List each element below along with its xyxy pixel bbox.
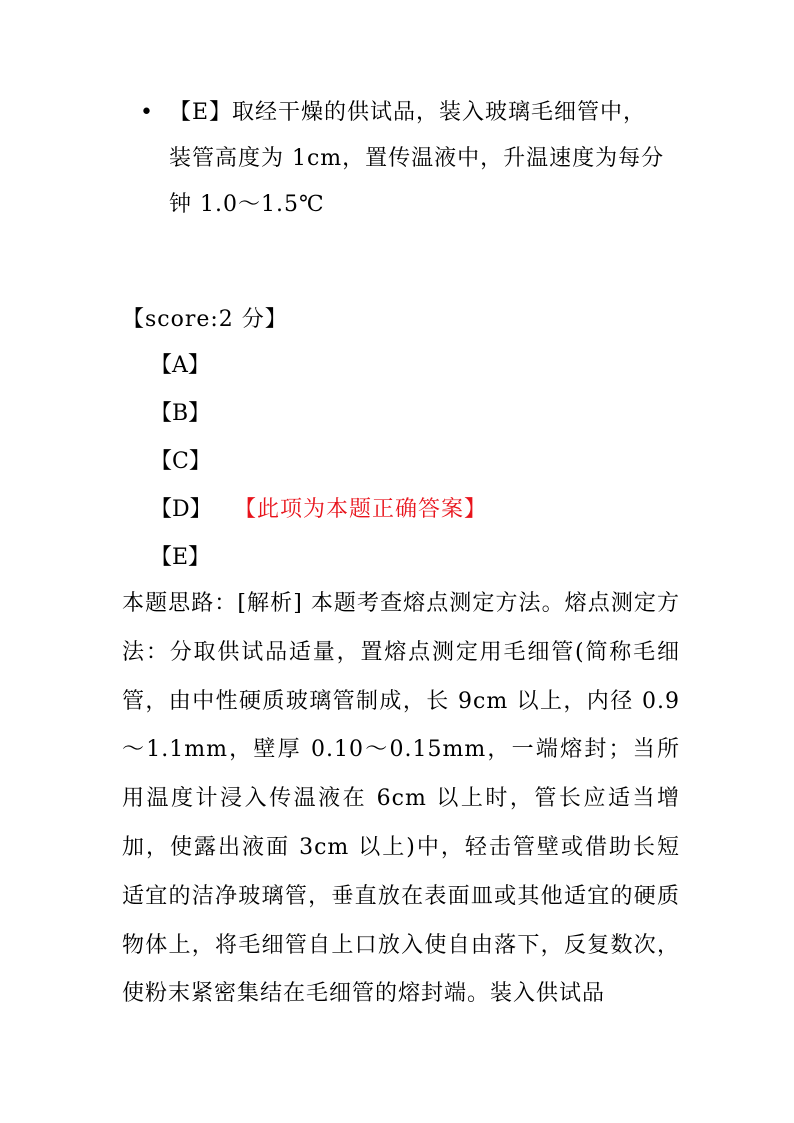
option-label-d: 【D】 [150, 497, 212, 522]
option-row-d [150, 490, 650, 538]
option-row-c [150, 442, 650, 490]
option-row-e [150, 538, 650, 586]
option-e-text: 【E】取经干燥的供试品，装入玻璃毛细管中，装管高度为 1cm，置传温液中，升温速度为每分钟 1.0～1.5℃ [169, 100, 665, 217]
score-label: 【score:2 分】 [122, 307, 288, 332]
analysis-paragraph: 本题思路：[解析] 本题考查熔点测定方法。熔点测定方法：分取供试品适量，置熔点测定用毛细管(简称毛细管，由中性硬质玻璃管制成，长 9cm 以上，内径 0.9～1.1mm，壁厚 0.10～0.15mm，一端熔封；当所用温度计浸入传温液在 6cm 以上时，管长应适当增加，使露出液面 3cm 以上)中，轻击管壁或借助长短适宜的洁净玻璃管，垂直放在表面皿或其他适宜的硬质物体上，将毛细管自上口放入使自由落下，反复数次，使粉末紧密集结在毛细管的熔封端。装入供试品 [122, 591, 680, 1007]
option-label-c: 【C】 [150, 449, 211, 474]
option-label-e: 【E】 [150, 545, 211, 570]
bullet-icon: • [140, 100, 153, 125]
answer-options [150, 346, 650, 586]
correct-answer-note: 【此项为本题正确答案】 [234, 497, 488, 522]
option-row-a [150, 346, 650, 394]
option-label-a: 【A】 [150, 353, 210, 378]
option-label-b: 【B】 [150, 401, 211, 426]
option-row-b [150, 394, 650, 442]
